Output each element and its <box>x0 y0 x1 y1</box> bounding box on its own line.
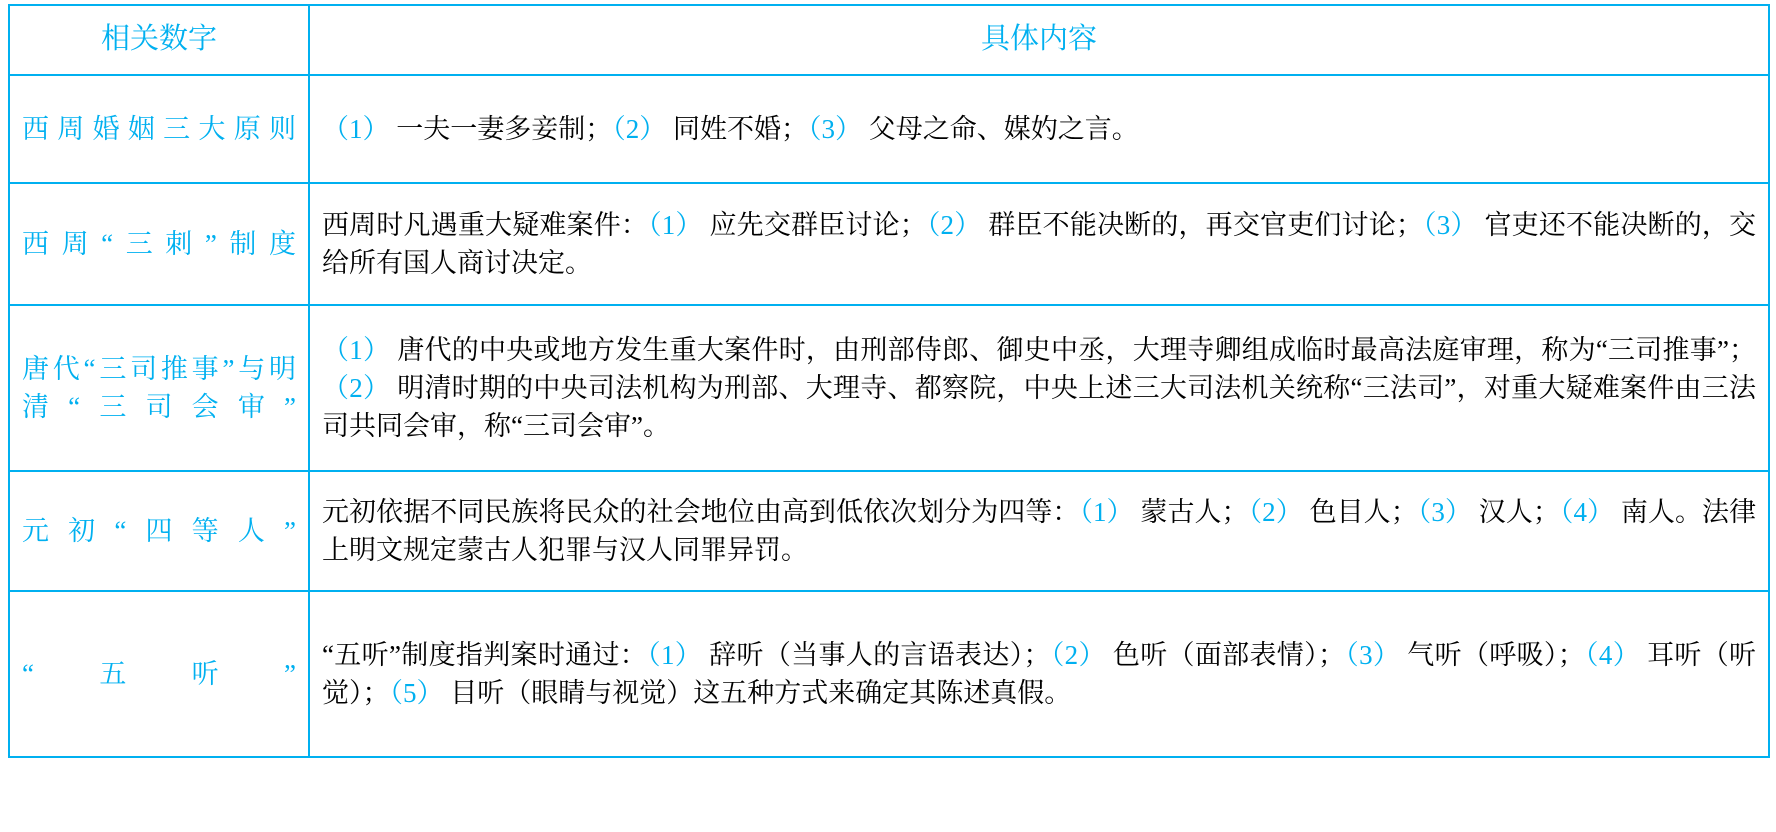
item-text: 明清时期的中央司法机构为刑部、大理寺、都察院，中央上述三大司法机关统称“三法司”，对重大疑难案件由三法司共同会审，称“三司会审”。 <box>322 372 1757 442</box>
item-text: 官吏还不能决断的，交给所有国人商讨决定。 <box>322 209 1757 278</box>
item-number: （1） <box>1079 496 1134 527</box>
item-number: （1） <box>322 334 391 365</box>
item-number: （2） <box>612 113 667 144</box>
table-row <box>9 591 1769 757</box>
item-number: （1） <box>648 209 703 240</box>
item-text: 汉人； <box>1471 496 1560 527</box>
table-row <box>9 305 1769 471</box>
item-text: 南人。法律上明文规定蒙古人犯罪与汉人同罪异罚。 <box>322 496 1757 565</box>
row-content <box>309 75 1769 183</box>
table-row <box>9 183 1769 305</box>
item-text: “五听”制度指判案时通过： <box>322 639 648 670</box>
item-text: 蒙古人； <box>1133 496 1249 527</box>
row-label: 西周婚姻三大原则 <box>9 75 309 183</box>
item-number: （3） <box>1417 496 1472 527</box>
item-number: （5） <box>389 678 444 708</box>
item-number: （2） <box>1248 496 1303 527</box>
item-number: （3） <box>808 113 862 144</box>
item-text: 色听（面部表情）； <box>1105 639 1345 670</box>
item-text: 应先交群臣讨论； <box>702 209 927 240</box>
item-text: 辞听（当事人的言语表达）； <box>702 639 1051 670</box>
item-number: （2） <box>1050 639 1106 670</box>
row-content <box>309 305 1769 471</box>
item-text: 目听（眼睛与视觉）这五种方式来确定其陈述真假。 <box>443 678 1072 708</box>
row-content <box>309 183 1769 305</box>
row-label: “五听” <box>9 591 309 757</box>
row-label: 唐代“三司推事”与明清“三司会审” <box>9 305 309 471</box>
column-header-number: 相关数字 <box>9 5 309 75</box>
item-number: （2） <box>926 209 982 240</box>
item-text: 群臣不能决断的，再交官吏们讨论； <box>981 209 1423 240</box>
item-text: 色目人； <box>1302 496 1418 527</box>
row-content <box>309 471 1769 591</box>
table-row <box>9 75 1769 183</box>
item-number: （4） <box>1584 639 1641 670</box>
item-number: （1） <box>322 113 390 144</box>
item-text: 西周时凡遇重大疑难案件： <box>322 209 649 240</box>
item-number: （1） <box>647 639 703 670</box>
row-content <box>309 591 1769 757</box>
item-number: （3） <box>1344 639 1401 670</box>
table-row <box>9 471 1769 591</box>
item-text: 气听（呼吸）； <box>1400 639 1585 670</box>
row-label: 西周“三刺”制度 <box>9 183 309 305</box>
legal-history-table <box>8 4 1770 758</box>
row-label: 元初“四等人” <box>9 471 309 591</box>
item-number: （3） <box>1422 209 1478 240</box>
item-text: 元初依据不同民族将民众的社会地位由高到低依次划分为四等： <box>322 496 1080 527</box>
item-text: 一夫一妻多妾制； <box>389 113 613 144</box>
item-text: 耳听（听觉）； <box>322 639 1757 708</box>
item-text: 父母之命、媒妁之言。 <box>862 113 1139 144</box>
item-text: 唐代的中央或地方发生重大案件时，由刑部侍郎、御史中丞，大理寺卿组成临时最高法庭审理，称为“三司推事”； <box>390 334 1757 365</box>
column-header-content: 具体内容 <box>309 5 1769 75</box>
item-number: （2） <box>322 372 391 403</box>
item-number: （4） <box>1559 496 1615 527</box>
item-text: 同姓不婚； <box>666 113 808 144</box>
table-header-row <box>9 5 1769 75</box>
